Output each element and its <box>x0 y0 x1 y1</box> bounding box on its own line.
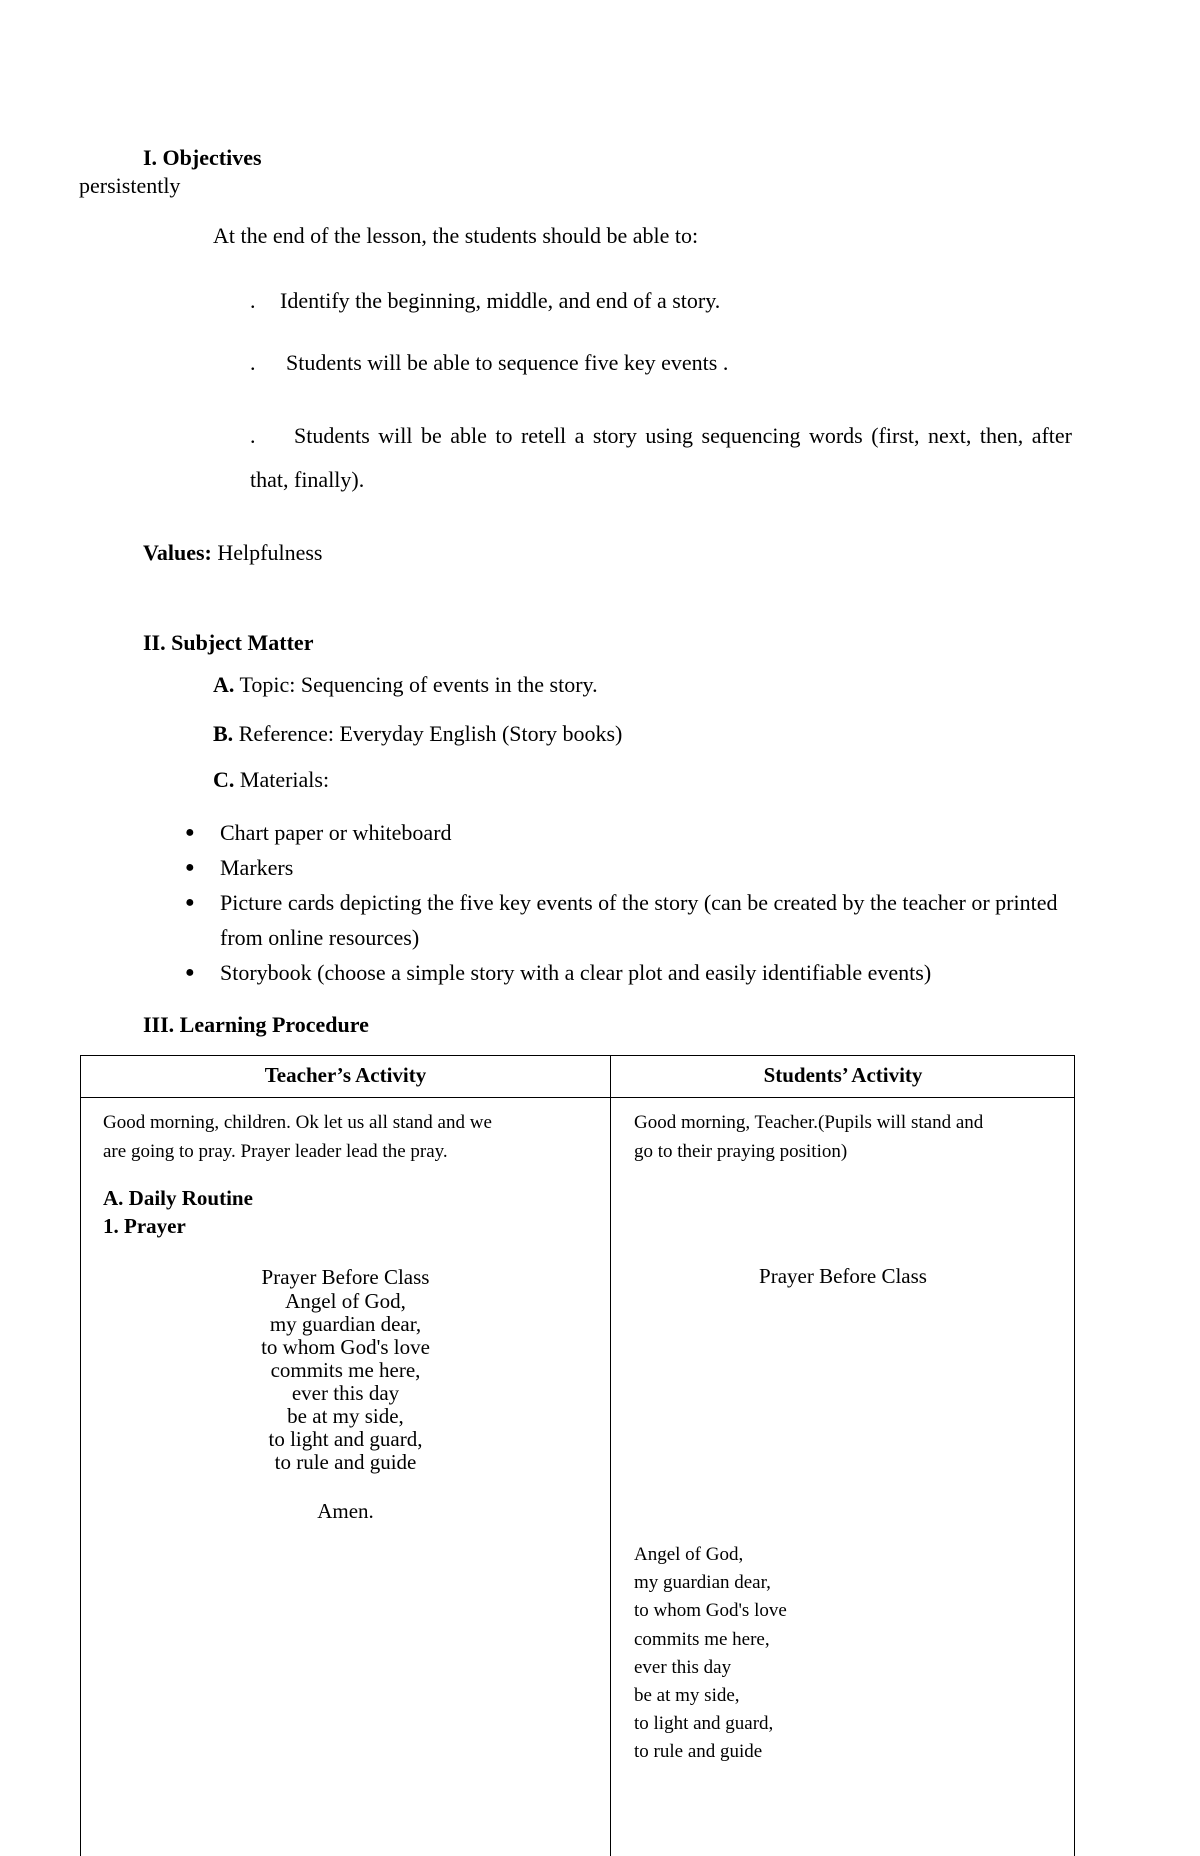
prayer-title: Prayer Before Class <box>261 1265 430 1289</box>
objective-item <box>250 350 728 376</box>
objective-marker: . <box>250 288 256 313</box>
student-prayer <box>634 1541 787 1767</box>
prayer-line: be at my side, <box>287 1404 404 1428</box>
objective-marker: . <box>250 350 256 375</box>
student-greeting-line: go to their praying position) <box>634 1141 848 1162</box>
values-text: Helpfulness <box>217 540 323 565</box>
material-text: Markers <box>220 855 294 880</box>
student-greeting-line: Good morning, Teacher.(Pupils will stand and <box>634 1112 984 1133</box>
table-divider <box>610 1056 611 1856</box>
stray-word: persistently <box>79 173 181 198</box>
subject-topic-text: Topic: Sequencing of events in the story. <box>239 672 598 697</box>
prayer-line: my guardian dear, <box>634 1572 771 1594</box>
prayer-line: to light and guard, <box>634 1713 774 1735</box>
prayer-line: Angel of God, <box>634 1544 744 1565</box>
objective-item <box>250 414 1072 502</box>
procedure-table <box>80 1055 1075 1856</box>
prayer-line: to whom God's love <box>634 1600 787 1622</box>
materials-list <box>185 815 1080 990</box>
subject-materials <box>213 767 329 793</box>
material-text: Chart paper or whiteboard <box>220 820 452 845</box>
teacher-greeting <box>103 1108 492 1166</box>
subject-reference <box>213 721 622 747</box>
prayer-line: ever this day <box>291 1381 400 1405</box>
prayer-amen: Amen. <box>317 1499 374 1523</box>
values-line <box>143 540 322 566</box>
prayer-line: ever this day <box>634 1656 732 1678</box>
students-activity-header: Students’ Activity <box>763 1063 923 1087</box>
prayer-heading: 1. Prayer <box>103 1214 186 1238</box>
list-item <box>185 885 1080 955</box>
prayer-line: commits me here, <box>270 1358 421 1382</box>
bullet-icon: ● <box>185 824 195 841</box>
bullet-icon: ● <box>185 964 195 981</box>
teacher-greeting-line: Good morning, children. Ok let us all stand and we <box>103 1112 492 1133</box>
prayer-line: commits me here, <box>634 1628 770 1650</box>
subject-matter-heading: II. Subject Matter <box>143 630 314 655</box>
prayer-line: my guardian dear, <box>269 1312 422 1336</box>
prayer-line: to whom God's love <box>261 1335 430 1359</box>
student-greeting <box>634 1108 983 1166</box>
subject-reference-text: Reference: Everyday English (Story books) <box>238 721 623 746</box>
objective-text: Identify the beginning, middle, and end of a story. <box>280 288 721 313</box>
objectives-heading: I. Objectives <box>143 145 262 170</box>
prayer-line: be at my side, <box>634 1685 740 1707</box>
objective-text: Students will be able to sequence five key events . <box>286 350 729 375</box>
objective-item <box>250 288 720 314</box>
objectives-intro: At the end of the lesson, the students should be able to: <box>213 223 699 248</box>
list-item <box>185 955 1080 990</box>
prayer-line: to rule and guide <box>274 1450 417 1474</box>
learning-procedure-heading: III. Learning Procedure <box>143 1012 369 1037</box>
prayer-line: to rule and guide <box>634 1741 763 1763</box>
prayer-line: Angel of God, <box>285 1289 406 1313</box>
bullet-icon: ● <box>185 859 195 876</box>
list-item <box>185 815 1080 850</box>
objective-marker: . <box>250 423 256 448</box>
table-divider <box>81 1097 1074 1098</box>
bullet-icon: ● <box>185 894 195 911</box>
subject-materials-label: C. <box>213 767 235 792</box>
student-prayer-title: Prayer Before Class <box>759 1264 927 1288</box>
material-text: Storybook (choose a simple story with a clear plot and easily identifiable events) <box>220 960 932 985</box>
teacher-prayer <box>81 1264 610 1474</box>
list-item <box>185 850 1080 885</box>
prayer-line: to light and guard, <box>268 1427 423 1451</box>
material-text: Picture cards depicting the five key events of the story (can be created by the teacher or printed from online resources) <box>220 890 1058 950</box>
teacher-activity-header: Teacher’s Activity <box>264 1063 427 1087</box>
daily-routine-heading: A. Daily Routine <box>103 1186 253 1210</box>
subject-materials-text: Materials: <box>239 767 330 792</box>
teacher-greeting-line: are going to pray. Prayer leader lead the pray. <box>103 1141 448 1162</box>
subject-reference-label: B. <box>213 721 234 746</box>
values-label: Values: <box>143 540 212 565</box>
subject-topic <box>213 672 598 698</box>
objective-text: Students will be able to retell a story using sequencing words (first, next, then, after that, finally). <box>250 423 1072 492</box>
subject-topic-label: A. <box>213 672 235 697</box>
